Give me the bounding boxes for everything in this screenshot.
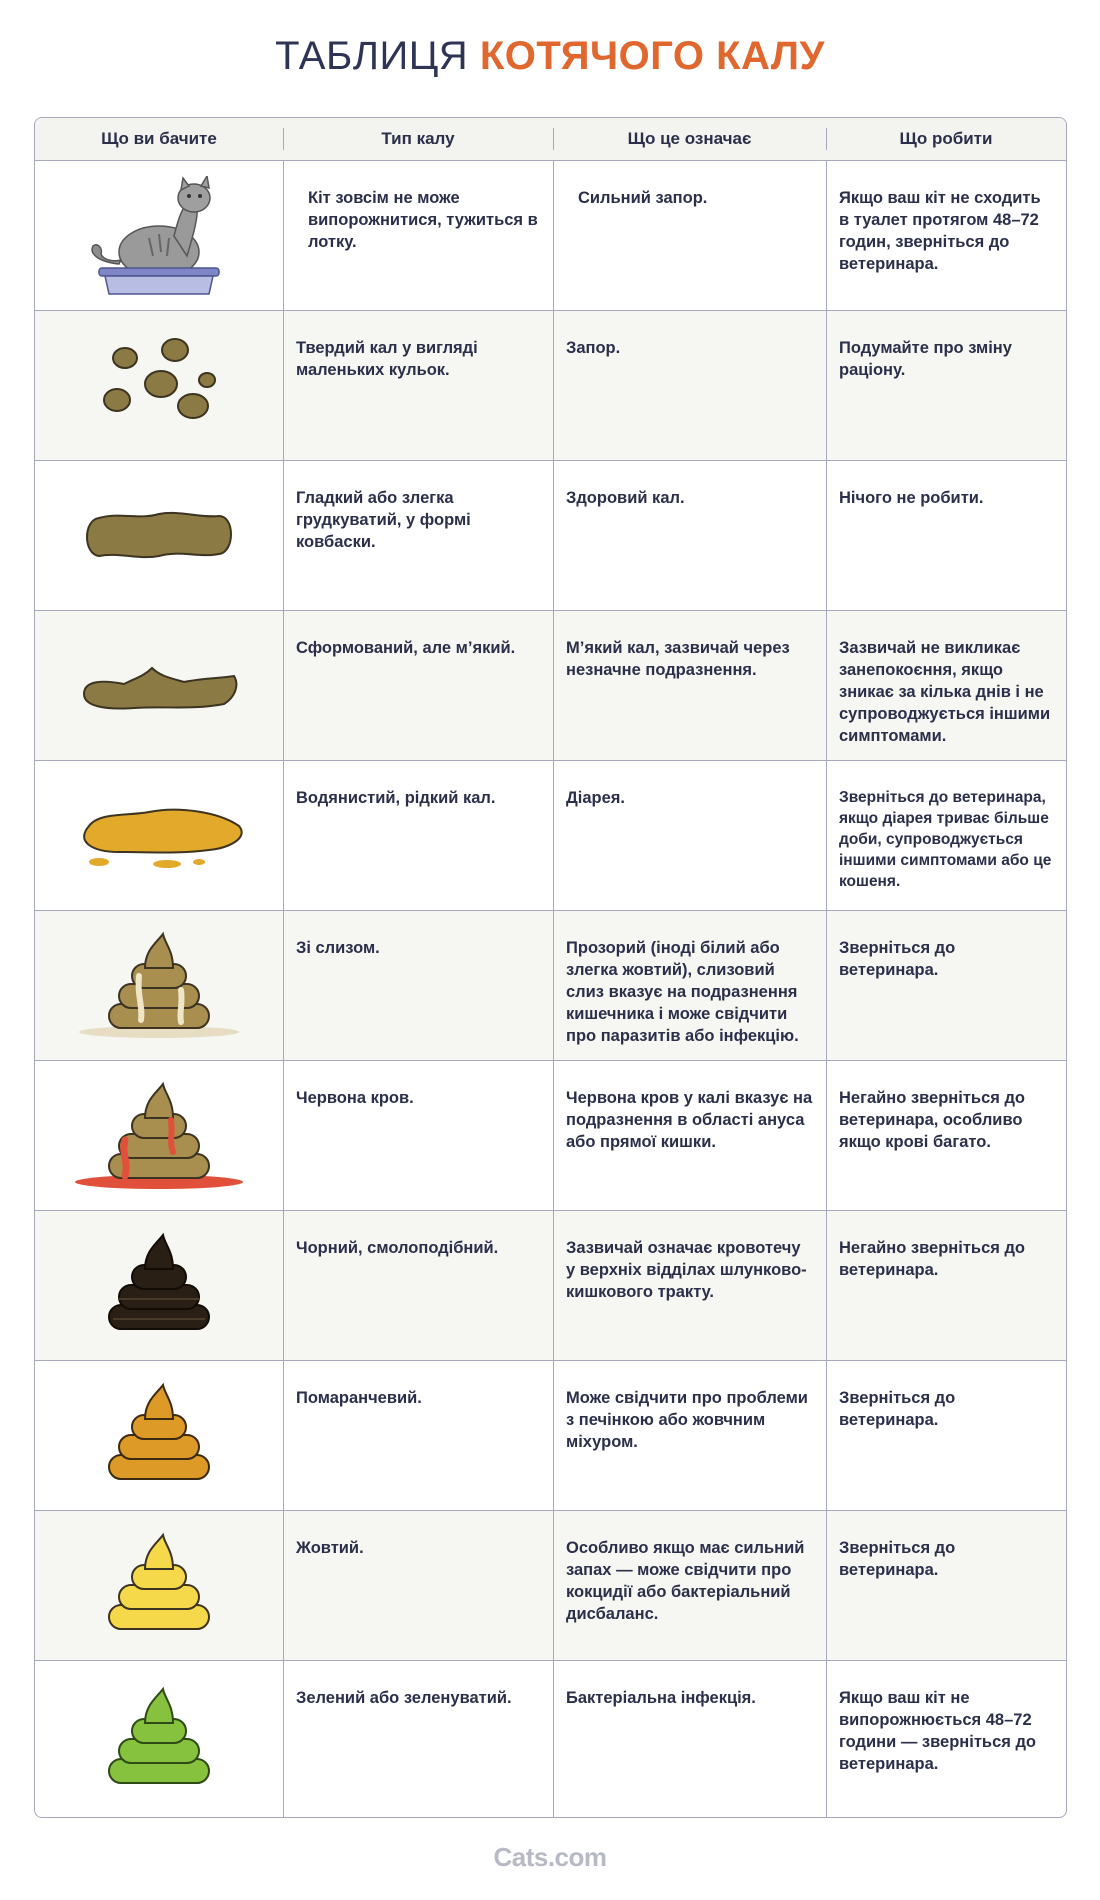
stool-type-text: Жовтий. <box>283 1511 553 1660</box>
table-row <box>35 1511 1066 1661</box>
stool-type-text: Водянистий, рідкий кал. <box>283 761 553 910</box>
orange-stool-icon <box>35 1361 283 1510</box>
table-header <box>35 118 1066 161</box>
brand-logo: Cats.com <box>493 1842 607 1872</box>
stool-type-text: Кіт зовсім не може випорожнитися, тужиться в лотку. <box>283 161 553 310</box>
stool-type-text: Чорний, смолоподібний. <box>283 1211 553 1360</box>
action-text: Якщо ваш кіт не сходить в туалет протягом 48–72 годин, зверніться до ветеринара. <box>826 161 1066 310</box>
title-part-1: ТАБЛИЦЯ <box>275 34 469 78</box>
meaning-text: Червона кров у калі вказує на подразнення в області ануса або прямої кишки. <box>553 1061 826 1210</box>
meaning-text: Запор. <box>553 311 826 460</box>
meaning-text: М’який кал, зазвичай через незначне подразнення. <box>553 611 826 760</box>
table-row <box>35 461 1066 611</box>
liquid-stool-icon <box>35 761 283 910</box>
table-row <box>35 1661 1066 1818</box>
action-text: Зазвичай не викликає занепокоєння, якщо зникає за кілька днів і не супроводжується іншими симптомами. <box>826 611 1066 760</box>
table-row <box>35 1361 1066 1511</box>
table-row <box>35 761 1066 911</box>
action-text: Зверніться до ветеринара. <box>826 1361 1066 1510</box>
action-text: Нічого не робити. <box>826 461 1066 610</box>
green-stool-icon <box>35 1661 283 1818</box>
meaning-text: Бактеріальна інфекція. <box>553 1661 826 1818</box>
stool-type-text: Зелений або зеленуватий. <box>283 1661 553 1818</box>
action-text: Зверніться до ветеринара, якщо діарея триває більше доби, супроводжується іншими симптомами або це кошеня. <box>826 761 1066 910</box>
sausage-stool-icon <box>35 461 283 610</box>
meaning-text: Прозорий (іноді білий або злегка жовтий), слизовий слиз вказує на подразнення кишечника і може свідчити про паразитів або інфекцію. <box>553 911 826 1060</box>
header-what-you-see: Що ви бачите <box>101 129 217 148</box>
meaning-text: Сильний запор. <box>553 161 826 310</box>
header-stool-type: Тип калу <box>283 118 553 160</box>
action-text: Подумайте про зміну раціону. <box>826 311 1066 460</box>
meaning-text: Зазвичай означає кровотечу у верхніх відділах шлунково-кишкового тракту. <box>553 1211 826 1360</box>
header-action: Що робити <box>826 118 1066 160</box>
action-text: Зверніться до ветеринара. <box>826 1511 1066 1660</box>
cat-in-litter-box-icon <box>35 161 283 310</box>
stool-type-text: Зі слизом. <box>283 911 553 1060</box>
action-text: Зверніться до ветеринара. <box>826 911 1066 1060</box>
table-row <box>35 161 1066 311</box>
table-row <box>35 1061 1066 1211</box>
stool-type-text: Червона кров. <box>283 1061 553 1210</box>
stool-chart-table <box>34 117 1067 1818</box>
mucus-stool-icon <box>35 911 283 1060</box>
action-text: Якщо ваш кіт не випорожнюється 48–72 години — зверніться до ветеринара. <box>826 1661 1066 1818</box>
black-stool-icon <box>35 1211 283 1360</box>
table-row <box>35 911 1066 1061</box>
table-row <box>35 611 1066 761</box>
table-row <box>35 311 1066 461</box>
bloody-stool-icon <box>35 1061 283 1210</box>
stool-type-text: Твердий кал у вигляді маленьких кульок. <box>283 311 553 460</box>
action-text: Негайно зверніться до ветеринара, особливо якщо крові багато. <box>826 1061 1066 1210</box>
yellow-stool-icon <box>35 1511 283 1660</box>
header-meaning: Що це означає <box>553 118 826 160</box>
stool-type-text: Помаранчевий. <box>283 1361 553 1510</box>
meaning-text: Особливо якщо має сильний запах — може свідчити про кокцидії або бактеріальний дисбаланс. <box>553 1511 826 1660</box>
stool-type-text: Гладкий або злегка грудкуватий, у формі ковбаски. <box>283 461 553 610</box>
meaning-text: Може свідчити про проблеми з печінкою або жовчним міхуром. <box>553 1361 826 1510</box>
soft-stool-icon <box>35 611 283 760</box>
stool-type-text: Сформований, але м’який. <box>283 611 553 760</box>
meaning-text: Діарея. <box>553 761 826 910</box>
meaning-text: Здоровий кал. <box>553 461 826 610</box>
table-row <box>35 1211 1066 1361</box>
title-part-2: КОТЯЧОГО КАЛУ <box>479 34 825 78</box>
action-text: Негайно зверніться до ветеринара. <box>826 1211 1066 1360</box>
pellet-stool-icon <box>35 311 283 460</box>
page-title <box>0 34 1100 79</box>
